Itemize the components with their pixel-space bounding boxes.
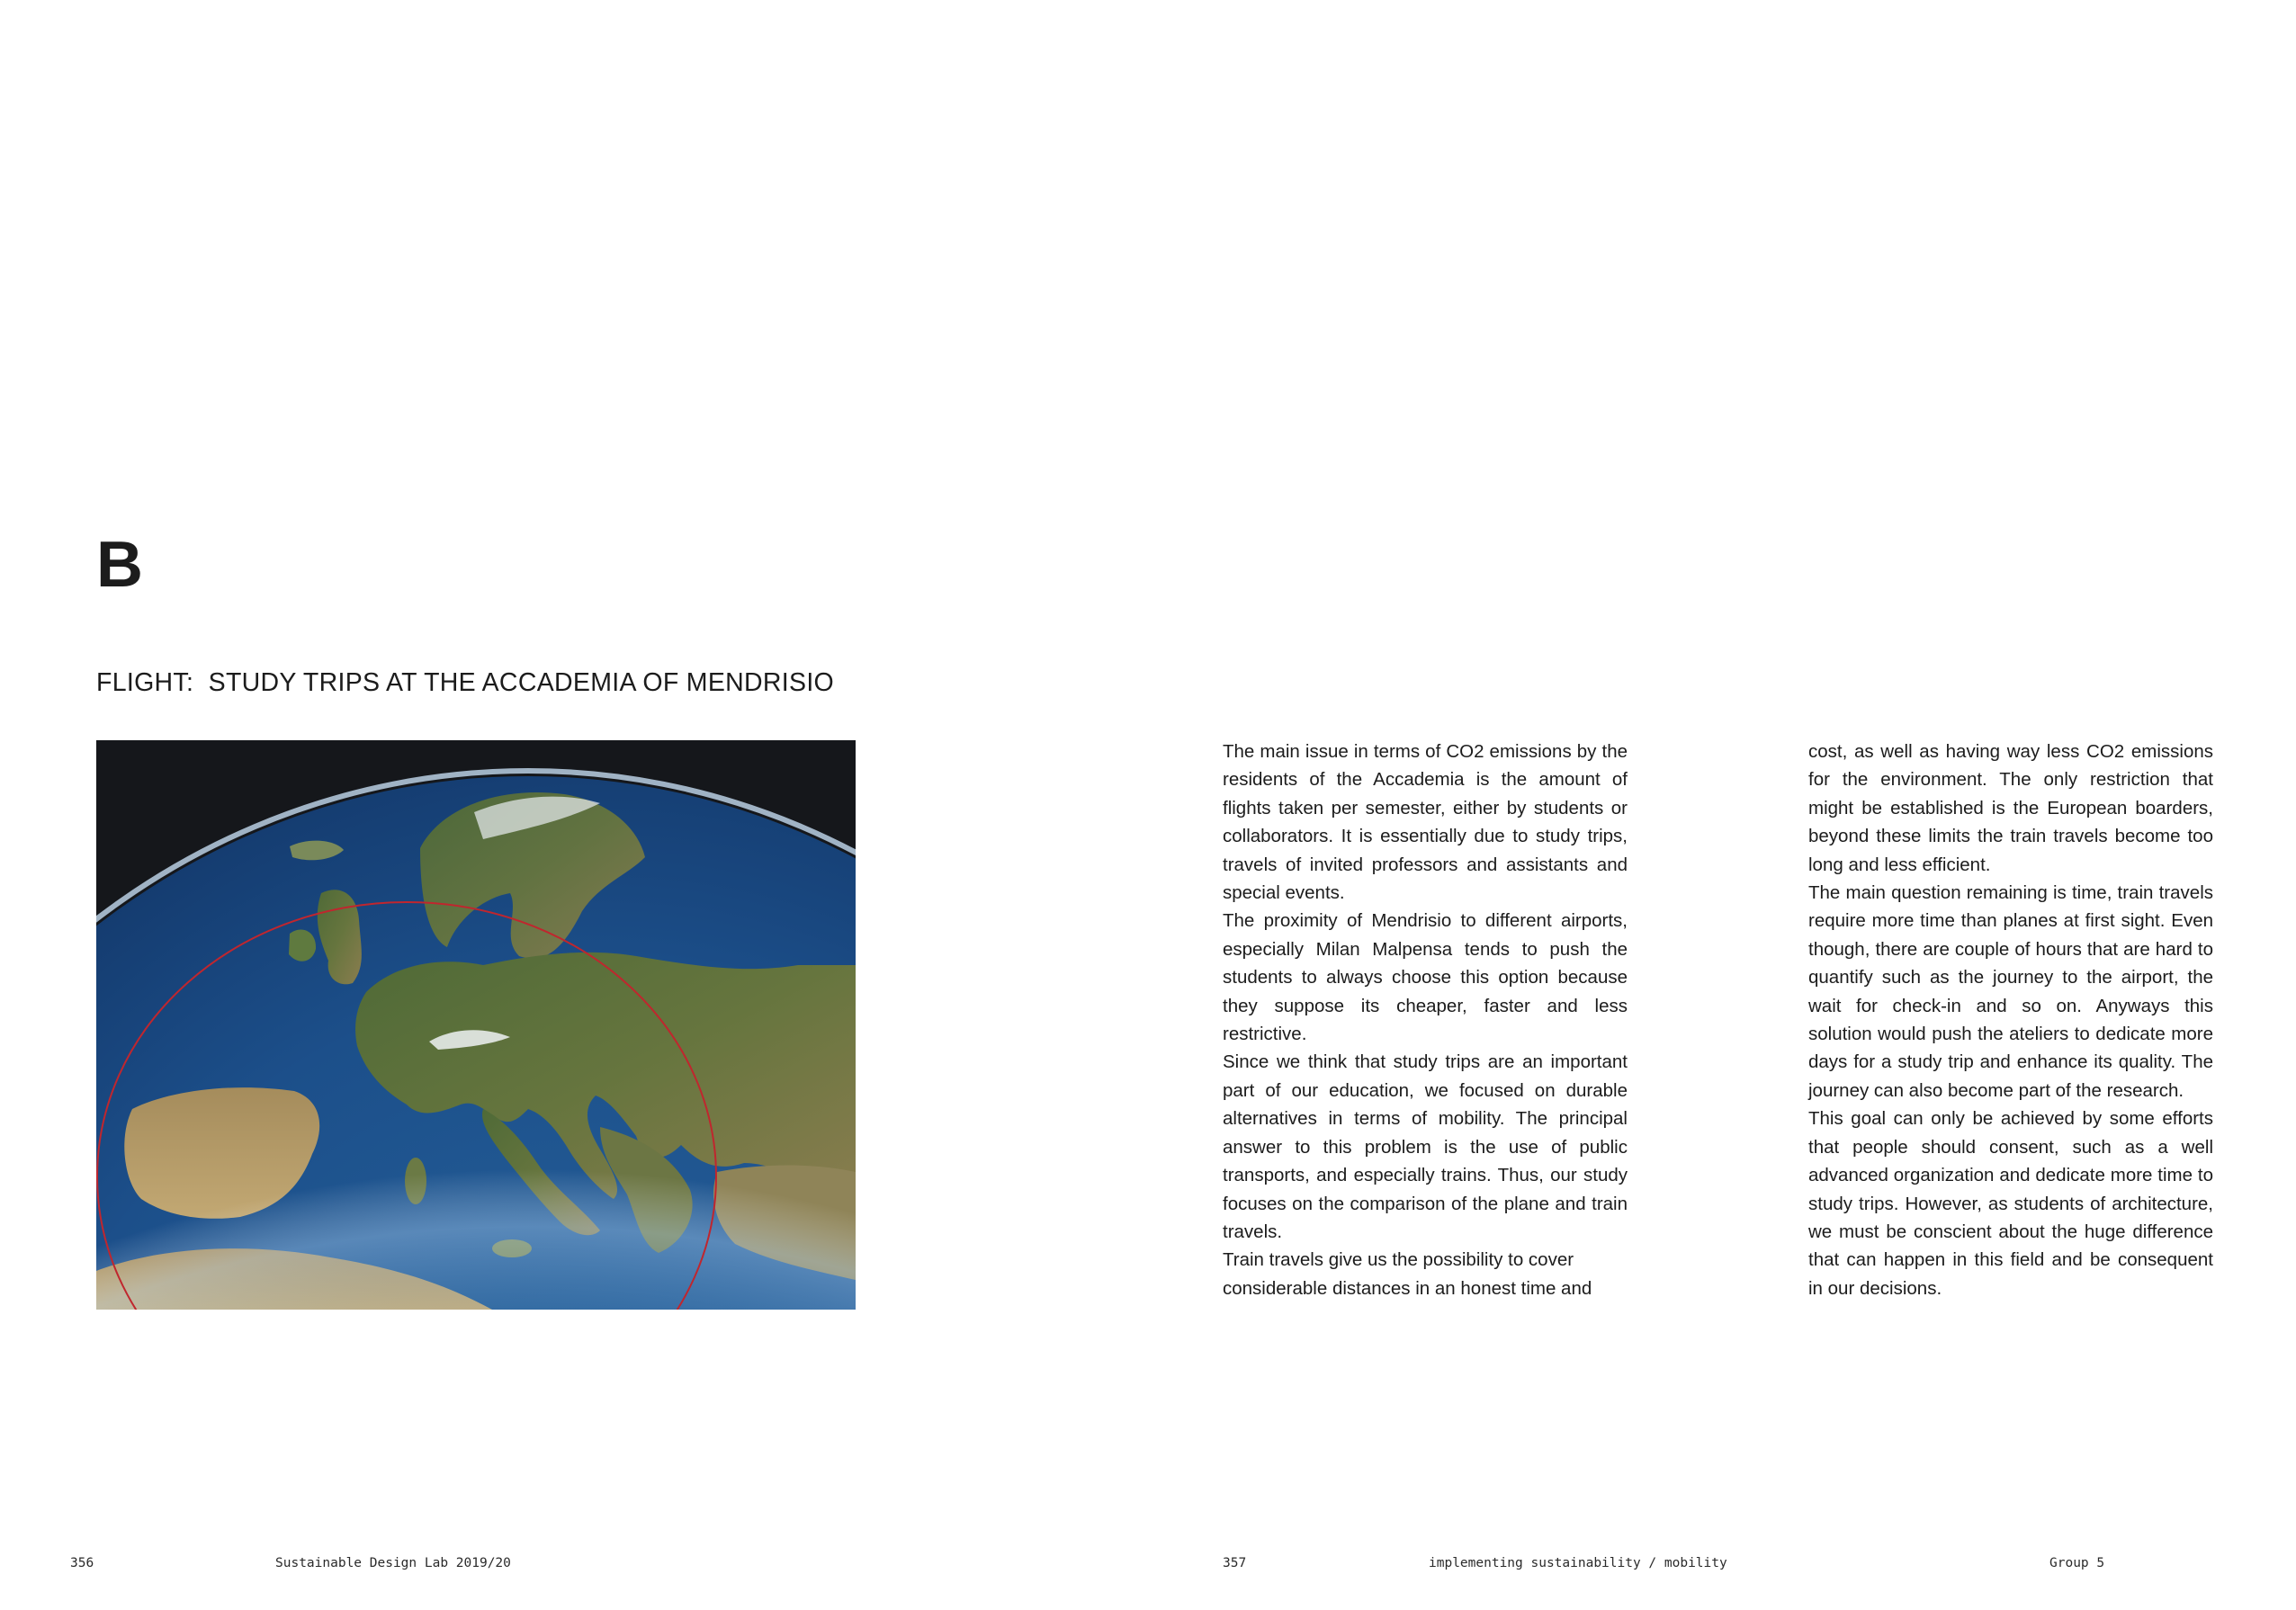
paragraph: Since we think that study trips are an important part of our education, we focused on durable alternatives in terms of mobility. The principal answer to this problem is the use of public transports, and especially trains. Thus, our study focuses on the comparison of the plane and train travels.	[1223, 1051, 1628, 1242]
right-running-title: implementing sustainability / mobility	[1429, 1556, 1727, 1570]
body-column-1	[1223, 738, 1628, 1302]
earth-europe-illustration	[96, 740, 856, 1310]
group-label: Group 5	[2049, 1556, 2105, 1570]
paragraph: This goal can only be achieved by some efforts that people should consent, such as a well advanced organization and dedicate more time to study trips. However, as students of architecture, we must be conscient about the huge difference that can happen in this field and be consequent in our decisions.	[1808, 1108, 2213, 1299]
paragraph: The main issue in terms of CO2 emissions by the residents of the Accademia is the amount of flights taken per semester, either by students or collaborators. It is essentially due to study trips, travels of invited professors and assistants and special events.	[1223, 741, 1628, 904]
section-letter: B	[96, 529, 143, 601]
left-running-title: Sustainable Design Lab 2019/20	[275, 1556, 511, 1570]
left-page-number: 356	[70, 1556, 94, 1570]
paragraph: The main question remaining is time, train travels require more time than planes at first sight. Even though, there are couple of hours that are hard to quantify such as the journey to the airport, the wait for check-in and so on. Anyways this solution would push the ateliers to dedicate more days for a study trip and enhance its quality. The journey can also become part of the research.	[1808, 882, 2213, 1101]
paragraph: The proximity of Mendrisio to different airports, especially Milan Malpensa tends to push the students to always choose this option because they suppose its cheaper, faster and less restrictive.	[1223, 910, 1628, 1045]
body-column-2	[1808, 738, 2213, 1302]
section-title: FLIGHT: STUDY TRIPS AT THE ACCADEMIA OF MENDRISIO	[96, 668, 835, 697]
paragraph: cost, as well as having way less CO2 emissions for the environment. The only restriction that might be established is the European boarders, beyond these limits the train travels become too long and less efficient.	[1808, 741, 2213, 875]
europe-earth-figure	[96, 740, 856, 1310]
right-page-number: 357	[1223, 1556, 1247, 1570]
paragraph: Train travels give us the possibility to cover considerable distances in an honest time and	[1223, 1249, 1592, 1299]
